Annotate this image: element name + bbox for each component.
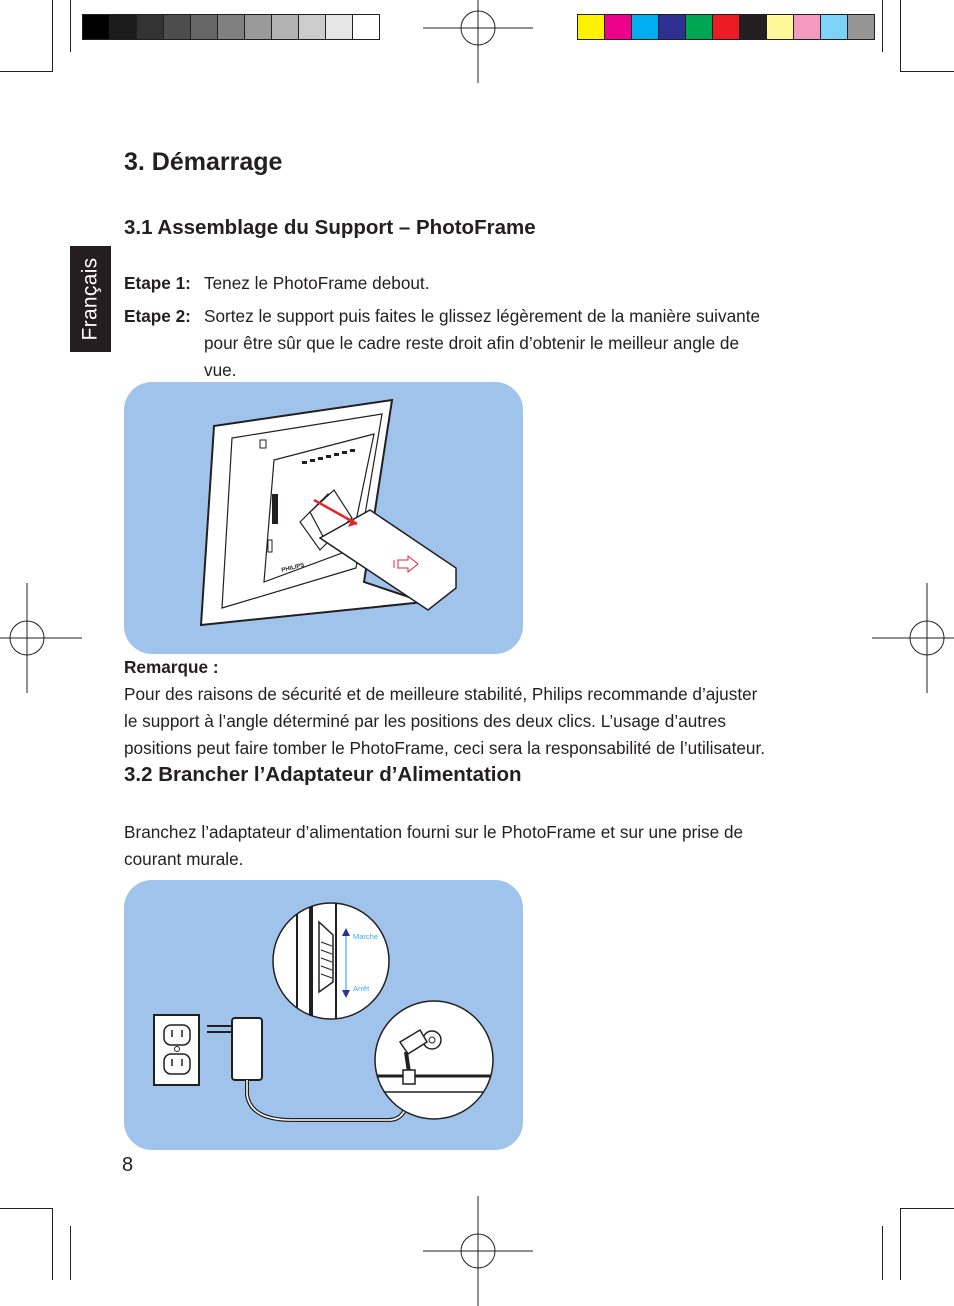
calibration-swatch: [631, 14, 659, 40]
registration-mark-bottom: [423, 1196, 533, 1306]
calibration-swatch: [604, 14, 632, 40]
photoframe-back-icon: [124, 382, 523, 654]
calibration-swatch: [847, 14, 875, 40]
adapter-text-line: Branchez l’adaptateur d’alimentation fourni sur le PhotoFrame et sur une prise de: [124, 822, 744, 842]
registration-mark-left: [0, 583, 82, 693]
language-tab-label: Français: [78, 257, 102, 341]
calibration-swatch: [685, 14, 713, 40]
stand-illustration: [124, 382, 523, 654]
calibration-swatch: [136, 14, 164, 40]
calibration-swatch: [793, 14, 821, 40]
calibration-swatch: [712, 14, 740, 40]
wall-outlet-icon: [154, 1015, 199, 1085]
calibration-swatch: [190, 14, 218, 40]
calibration-swatch: [739, 14, 767, 40]
step-2-text-line: Sortez le support puis faites le glissez légèrement de la manière suivante: [204, 306, 761, 326]
calibration-swatch: [766, 14, 794, 40]
calibration-swatch: [577, 14, 605, 40]
calibration-swatch: [325, 14, 353, 40]
adapter-illustration: [124, 880, 523, 1150]
calibration-swatch: [82, 14, 110, 40]
calibration-swatch: [163, 14, 191, 40]
calibration-swatch: [217, 14, 245, 40]
calibration-swatch: [271, 14, 299, 40]
calibration-swatch: [820, 14, 848, 40]
calibration-swatch: [244, 14, 272, 40]
dc-jack-zoom-icon: [374, 1001, 494, 1119]
power-switch-zoom-icon: [273, 900, 389, 1030]
page-title: 3. Démarrage: [124, 148, 283, 176]
page-number: 8: [122, 1154, 134, 1176]
registration-mark-right: [872, 583, 954, 693]
note-title: Remarque :: [124, 657, 219, 677]
step-2-text-line: pour être sûr que le cadre reste droit afin d’obtenir le meilleur angle de: [204, 333, 740, 353]
note-line: le support à l’angle déterminé par les positions des deux clics. L’usage d’autres: [124, 711, 726, 731]
calibration-swatch: [298, 14, 326, 40]
note-line: Pour des raisons de sécurité et de meilleure stabilité, Philips recommande d’ajuster: [124, 684, 758, 704]
frame-brand-text: PHILIPS: [281, 562, 306, 574]
calibration-swatch: [658, 14, 686, 40]
calibration-swatch: [109, 14, 137, 40]
section-heading-stand: 3.1 Assemblage du Support – PhotoFrame: [124, 216, 536, 239]
step-2-text-line: vue.: [204, 360, 237, 380]
step-1-label: Etape 1:: [124, 273, 191, 293]
language-tab: [70, 246, 111, 352]
adapter-text-line: courant murale.: [124, 849, 244, 869]
registration-mark-top: [423, 0, 533, 83]
step-1: [124, 270, 430, 297]
calibration-swatch: [352, 14, 380, 40]
switch-on-label: Marche: [353, 932, 379, 941]
switch-off-label: Arrêt: [353, 984, 370, 993]
section-heading-adapter: 3.2 Brancher l’Adaptateur d’Alimentation: [124, 763, 522, 786]
step-2-label: Etape 2:: [124, 306, 191, 326]
step-1-text: Tenez le PhotoFrame debout.: [204, 273, 430, 293]
step-2: [124, 303, 761, 380]
note-line: positions peut faire tomber le PhotoFrame, ceci sera la responsabilité de l’utilisateur.: [124, 738, 766, 758]
